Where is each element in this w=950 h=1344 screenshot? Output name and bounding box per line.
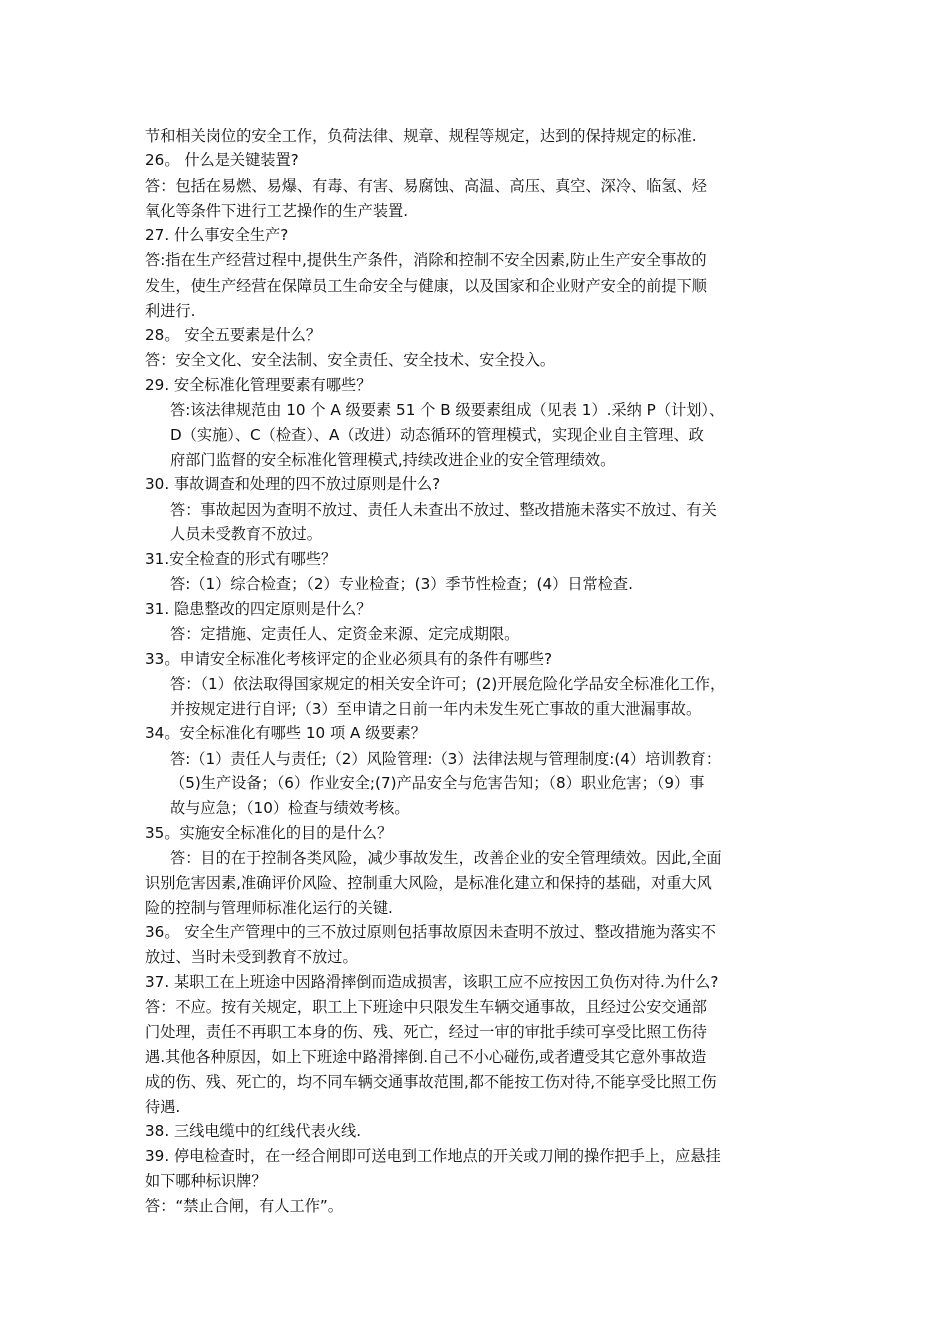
- question-heading: 28。 安全五要素是什么？: [145, 326, 322, 344]
- answer-line: 遇.其他各种原因，如上下班途中路滑摔倒.自己不小心碰伤,或者遭受其它意外事故造: [145, 1048, 707, 1066]
- answer-line: 利进行.: [145, 302, 196, 320]
- answer-line: 答:（1）责任人与责任;（2）风险管理:（3）法律法规与管理制度:(4）培训教育：: [170, 750, 722, 768]
- answer-line: 待遇.: [145, 1098, 181, 1116]
- question-heading: 如下哪种标识牌？: [145, 1172, 267, 1190]
- answer-line: 人员未受教育不放过。: [170, 525, 322, 543]
- text-line: 节和相关岗位的安全工作，负荷法律、规章、规程等规定，达到的保持规定的标准.: [145, 127, 697, 145]
- answer-line: 答：事故起因为查明不放过、责任人未查出不放过、整改措施未落实不放过、有关: [170, 501, 717, 519]
- answer-line: 答：包括在易燃、易爆、有毒、有害、易腐蚀、高温、高压、真空、深冷、临氢、烃: [145, 177, 707, 195]
- answer-line: D（实施）、C（检查）、A（改进）动态循环的管理模式，实现企业自主管理、政: [170, 426, 704, 444]
- answer-line: 答:该法律规范由 10 个 A 级要素 51 个 B 级要素组成（见表 1）.采纳 P（计划）、: [170, 401, 725, 419]
- answer-line: 答:（1）综合检查；（2）专业检查；(3）季节性检查；(4）日常检查.: [170, 575, 633, 593]
- question-heading: 27. 什么事安全生产?: [145, 226, 289, 244]
- answer-line: 发生，使生产经营在保障员工生命安全与健康，以及国家和企业财产安全的前提下顺: [145, 277, 707, 295]
- answer-line: 险的控制与管理师标准化运行的关键.: [145, 899, 393, 917]
- answer-line: 答：（1）依法取得国家规定的相关安全许可；(2)开展危险化学品安全标准化工作，: [170, 675, 726, 693]
- question-heading: 30. 事故调查和处理的四不放过原则是什么?: [145, 475, 441, 493]
- question-heading: 26。 什么是关键装置?: [145, 151, 299, 169]
- answer-line: 答：“禁止合闸，有人工作”。: [145, 1197, 343, 1215]
- question-heading: 34。安全标准化有哪些 10 项 A 级要素？: [145, 724, 426, 742]
- answer-line: 答:指在生产经营过程中,提供生产条件，消除和控制不安全因素,防止生产安全事故的: [145, 251, 707, 269]
- answer-line: 故与应急；（10）检查与绩效考核。: [170, 799, 410, 817]
- question-heading: 35。实施安全标准化的目的是什么？: [145, 824, 393, 842]
- answer-line: 识别危害因素,准确评价风险、控制重大风险，是标准化建立和保持的基础，对重大风: [145, 874, 712, 892]
- answer-line: （5)生产设备；（6）作业安全;(7)产品安全与危害告知；（8）职业危害；（9）事: [170, 774, 705, 792]
- answer-line: 并按规定进行自评;（3）至申请之日前一年内未发生死亡事故的重大泄漏事故。: [170, 700, 702, 718]
- question-heading: 36。 安全生产管理中的三不放过原则包括事故原因未查明不放过、整改措施为落实不: [145, 923, 716, 941]
- question-heading: 33。申请安全标准化考核评定的企业必须具有的条件有哪些?: [145, 650, 553, 668]
- answer-line: 答：不应。按有关规定，职工上下班途中只限发生车辆交通事故，且经过公安交通部: [145, 998, 707, 1016]
- answer-line: 门处理，责任不再职工本身的伤、残、死亡，经过一审的审批手续可享受比照工伤待: [145, 1023, 707, 1041]
- question-heading: 31.安全检查的形式有哪些？: [145, 550, 337, 568]
- question-heading: 37. 某职工在上班途中因路滑摔倒而造成损害，该职工应不应按因工负伤对待.为什么?: [145, 973, 719, 991]
- answer-line: 府部门监督的安全标准化管理模式,持续改进企业的安全管理绩效。: [170, 451, 616, 469]
- question-heading: 39. 停电检查时，在一经合闸即可送电到工作地点的开关或刀闸的操作把手上，应悬挂: [145, 1147, 721, 1165]
- text-line: 放过、当时未受到教育不放过。: [145, 948, 358, 966]
- answer-line: 氧化等条件下进行工艺操作的生产装置.: [145, 202, 409, 220]
- answer-line: 答：安全文化、安全法制、安全责任、安全技术、安全投入。: [145, 351, 556, 369]
- answer-line: 答：定措施、定责任人、定资金来源、定完成期限。: [170, 625, 520, 643]
- question-heading: 38. 三线电缆中的红线代表火线.: [145, 1122, 362, 1140]
- question-heading: 31. 隐患整改的四定原则是什么？: [145, 600, 372, 618]
- question-heading: 29. 安全标准化管理要素有哪些？: [145, 376, 372, 394]
- answer-line: 答：目的在于控制各类风险，减少事故发生，改善企业的安全管理绩效。因此,全面: [170, 849, 722, 867]
- answer-line: 成的伤、残、死亡的，均不同车辆交通事故范围,都不能按工伤对待,不能享受比照工伤: [145, 1073, 717, 1091]
